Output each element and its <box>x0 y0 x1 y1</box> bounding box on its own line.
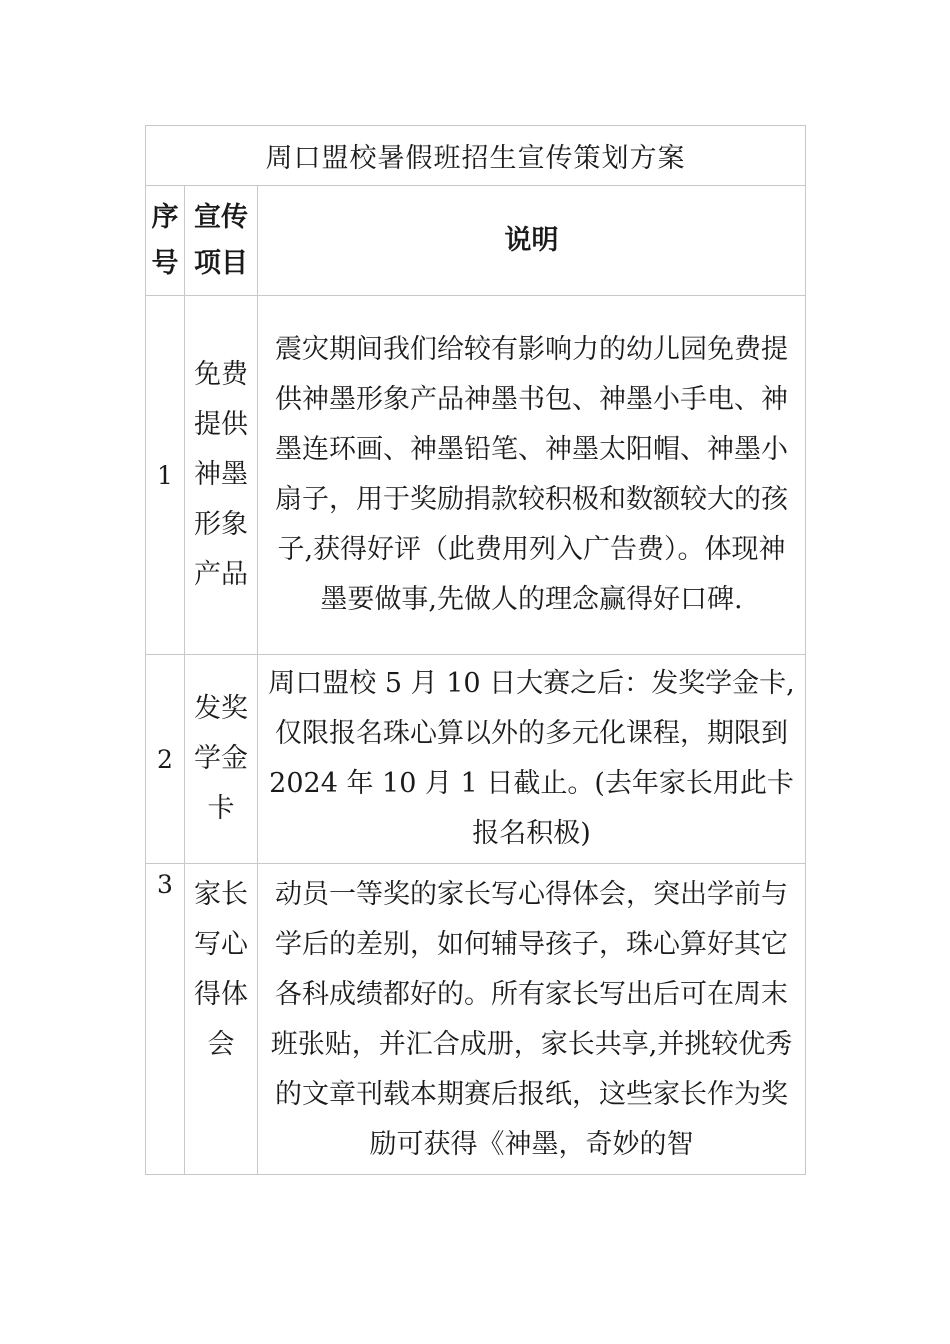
table-row <box>146 296 806 655</box>
row-item: 免费提供神墨形象产品 <box>185 296 258 655</box>
row-number: 3 <box>146 864 185 1175</box>
row-number: 2 <box>146 655 185 864</box>
row-number: 1 <box>146 296 185 655</box>
header-desc: 说明 <box>258 186 806 296</box>
title-row <box>146 126 806 186</box>
plan-table <box>145 125 806 1175</box>
table-row <box>146 655 806 864</box>
header-no: 序号 <box>146 186 185 296</box>
row-item: 家长写心得体会 <box>185 864 258 1175</box>
row-description: 动员一等奖的家长写心得体会，突出学前与学后的差别，如何辅导孩子，珠心算好其它各科成绩都好的。所有家长写出后可在周末班张贴，并汇合成册，家长共享,并挑较优秀的文章刊载本期赛后报纸，这些家长作为奖励可获得《神墨，奇妙的智 <box>258 864 806 1175</box>
table-title: 周口盟校暑假班招生宣传策划方案 <box>146 126 806 186</box>
header-item: 宣传项目 <box>185 186 258 296</box>
row-item: 发奖学金卡 <box>185 655 258 864</box>
header-row <box>146 186 806 296</box>
table-row <box>146 864 806 1175</box>
row-description: 震灾期间我们给较有影响力的幼儿园免费提供神墨形象产品神墨书包、神墨小手电、神墨连环画、神墨铅笔、神墨太阳帽、神墨小扇子，用于奖励捐款较积极和数额较大的孩子,获得好评（此费用列入广告费）。体现神墨要做事,先做人的理念赢得好口碑. <box>258 296 806 655</box>
row-description: 周口盟校 5 月 10 日大赛之后：发奖学金卡,仅限报名珠心算以外的多元化课程，期限到 2024 年 10 月 1 日截止。(去年家长用此卡报名积极) <box>258 655 806 864</box>
